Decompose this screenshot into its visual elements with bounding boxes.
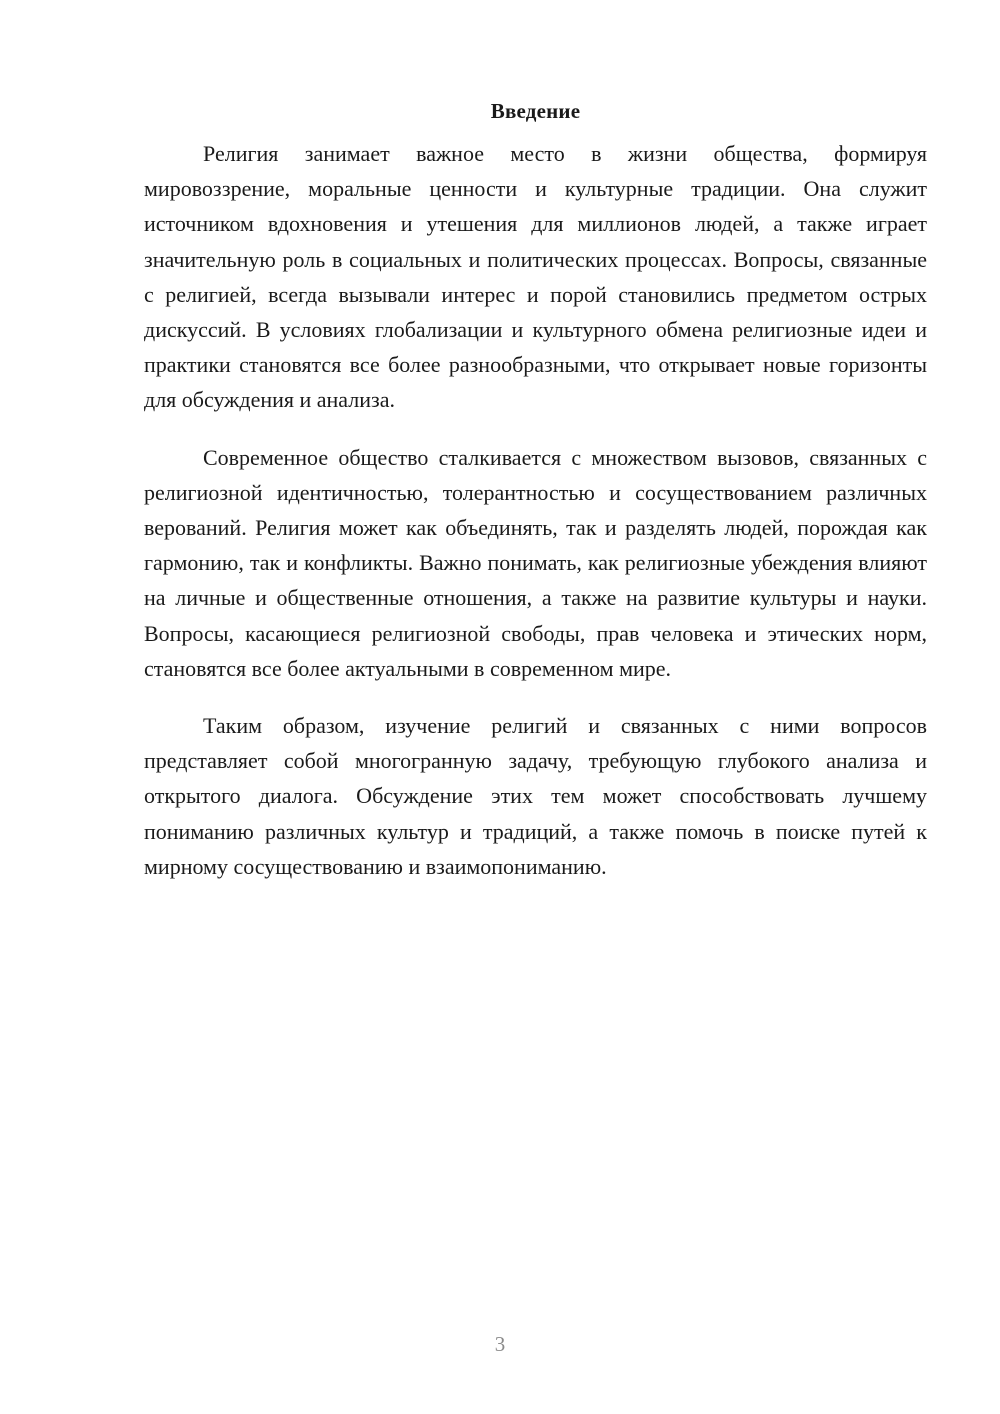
paragraph-1: Религия занимает важное место в жизни общества, формируя мировоззрение, моральные ценности и культурные традиции. Она служит источником вдохновения и утешения для миллионов людей, а также играет значительную роль в социальных и политических процессах. Вопросы, связанные с религией, всегда вызывали интерес и порой становились предметом острых дискуссий. В условиях глобализации и культурного обмена религиозные идеи и практики становятся все более разнообразными, что открывает новые горизонты для обсуждения и анализа. (144, 141, 927, 413)
page-content (144, 96, 927, 906)
paragraph-2: Современное общество сталкивается с множеством вызовов, связанных с религиозной идентичностью, толерантностью и сосуществованием различных верований. Религия может как объединять, так и разделять людей, порождая как гармонию, так и конфликты. Важно понимать, как религиозные убеждения влияют на личные и общественные отношения, а также на развитие культуры и науки. Вопросы, касающиеся религиозной свободы, прав человека и этических норм, становятся все более актуальными в современном мире. (144, 444, 927, 681)
page-number: 3 (494, 1332, 506, 1356)
paragraph-3: Таким образом, изучение религий и связанных с ними вопросов представляет собой многогранную задачу, требующую глубокого анализа и открытого диалога. Обсуждение этих тем может способствовать лучшему пониманию различных культур и традиций, а также помочь в поиске путей к мирному сосуществованию и взаимопониманию. (144, 713, 927, 879)
section-heading: Введение (490, 99, 581, 123)
